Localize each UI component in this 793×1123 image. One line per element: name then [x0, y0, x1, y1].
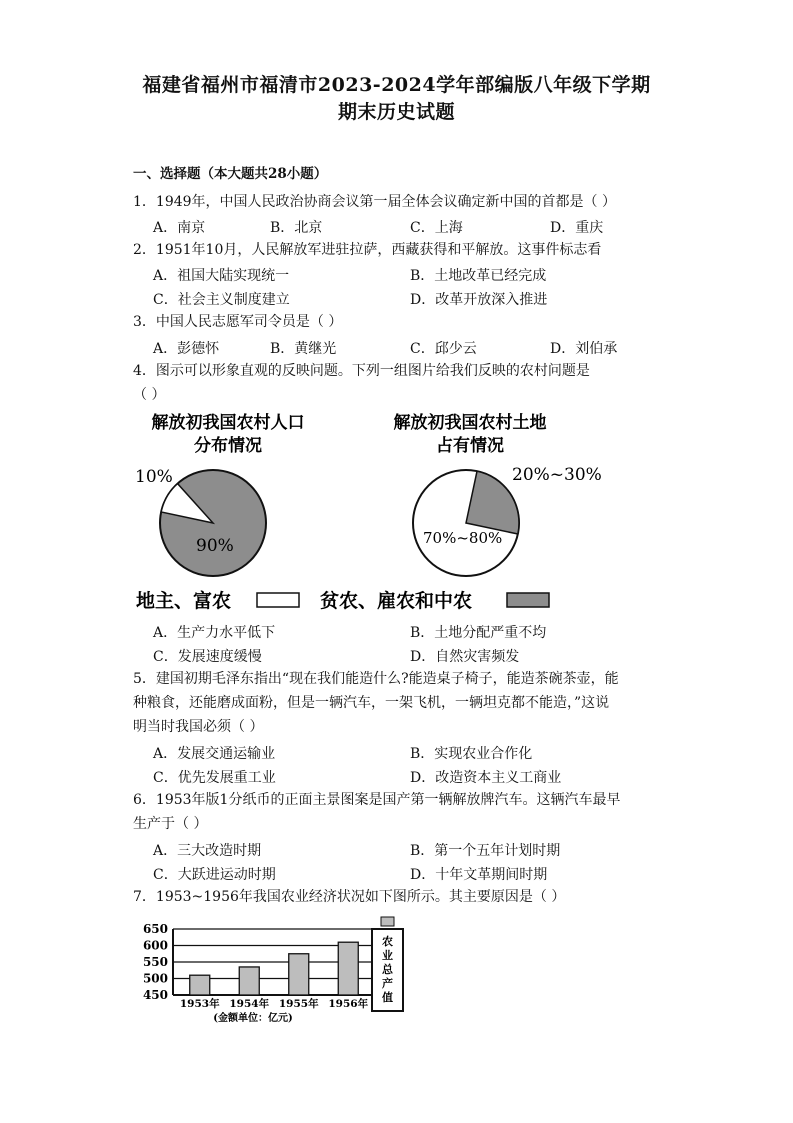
right-pie — [413, 470, 519, 576]
question-6-stem-line2: 生产于（ ） — [133, 816, 208, 832]
question-3-stem: 3．中国人民志愿军司令员是（ ） — [133, 314, 343, 330]
x-tick-label: 1955年 — [278, 998, 319, 1010]
bar — [190, 975, 210, 995]
q1-option-a: A．南京 — [153, 220, 206, 236]
question-5-stem-line1: 5．建国初期毛泽东指出“现在我们能造什么?能造桌子椅子，能造茶碗茶壶，能 — [133, 671, 619, 687]
left-pie-large-label: 90% — [196, 536, 234, 556]
q1-option-d: D．重庆 — [550, 220, 604, 236]
paper-title-line2: 期末历史试题 — [337, 101, 455, 123]
section-heading: 一、选择题（本大题共28小题） — [133, 166, 328, 182]
left-pie — [160, 470, 266, 576]
q6-option-b: B．第一个五年计划时期 — [410, 843, 561, 859]
legend-white-swatch — [257, 593, 299, 607]
q2-option-b: B．土地改革已经完成 — [410, 268, 547, 284]
q6-option-c: C．大跃进运动时期 — [153, 867, 276, 883]
right-pie-large-label: 70%~80% — [423, 529, 503, 547]
q5-option-d: D．改造资本主义工商业 — [410, 770, 562, 786]
legend-char: 总 — [382, 963, 393, 976]
q3-option-b: B．黄继光 — [270, 341, 337, 357]
pie-chart-figure — [130, 405, 602, 615]
q3-option-c: C．邱少云 — [410, 341, 477, 357]
y-tick-label: 600 — [142, 938, 168, 953]
legend-gray-label: 贫农、雇农和中农 — [320, 590, 473, 612]
legend-char: 农 — [382, 935, 393, 948]
q3-option-d: D．刘伯承 — [550, 341, 618, 357]
left-pie-title-2: 分布情况 — [194, 436, 262, 456]
bar-legend-swatch — [381, 917, 394, 926]
q3-option-a: A．彭德怀 — [153, 341, 220, 357]
x-tick-label: 1956年 — [328, 998, 369, 1010]
question-4-stem-line1: 4．图示可以形象直观的反映问题。下列一组图片给我们反映的农村问题是 — [133, 363, 590, 379]
legend-white-label: 地主、富农 — [136, 590, 232, 612]
bar-series — [190, 942, 359, 995]
bar — [338, 942, 358, 995]
question-5-stem-line2: 种粮食，还能磨成面粉，但是一辆汽车，一架飞机，一辆坦克都不能造，”这说 — [133, 695, 610, 711]
bar-unit-note: (金额单位：亿元) — [213, 1013, 293, 1024]
y-tick-label: 550 — [142, 955, 168, 969]
q6-option-d: D．十年文革期间时期 — [410, 867, 548, 883]
bar-y-ticks — [143, 922, 168, 1002]
bar-legend-label — [382, 934, 394, 1004]
question-5-stem-line3: 明当时我国必须（ ） — [133, 719, 264, 735]
x-tick-label: 1954年 — [229, 998, 270, 1010]
q4-option-b: B．土地分配严重不均 — [410, 625, 547, 641]
q5-option-a: A．发展交通运输业 — [153, 746, 276, 762]
q2-option-d: D．改革开放深入推进 — [410, 292, 548, 308]
question-4-stem-line2: （ ） — [133, 387, 166, 403]
legend-char: 产 — [382, 977, 393, 990]
q4-option-a: A．生产力水平低下 — [153, 625, 276, 641]
q5-option-b: B．实现农业合作化 — [410, 746, 533, 762]
q2-option-a: A．祖国大陆实现统一 — [153, 268, 290, 284]
q4-option-d: D．自然灾害频发 — [410, 649, 520, 665]
left-pie-small-label: 10% — [135, 467, 173, 487]
q1-option-b: B．北京 — [270, 220, 323, 236]
y-tick-label: 500 — [142, 971, 168, 986]
legend-char: 业 — [382, 949, 393, 962]
bar — [239, 967, 259, 995]
bar-x-ticks — [180, 997, 369, 1010]
question-1-stem: 1．1949年，中国人民政治协商会议第一届全体会议确定新中国的首都是（ ） — [133, 194, 616, 210]
bar — [289, 954, 309, 995]
q1-option-c: C．上海 — [410, 220, 463, 236]
legend-char: 值 — [382, 991, 393, 1004]
q6-option-a: A．三大改造时期 — [153, 843, 262, 859]
right-pie-title-1: 解放初我国农村土地 — [393, 413, 547, 433]
q4-option-c: C．发展速度缓慢 — [153, 649, 262, 665]
legend-gray-swatch — [507, 593, 549, 607]
bar-chart — [133, 915, 418, 1025]
y-tick-label: 650 — [142, 922, 168, 936]
question-6-stem-line1: 6．1953年版1分纸币的正面主景图案是国产第一辆解放牌汽车。这辆汽车最早 — [133, 792, 621, 808]
right-pie-title-2: 占有情况 — [436, 436, 504, 456]
paper-title-line1: 福建省福州市福清市2023-2024学年部编版八年级下学期 — [142, 74, 651, 96]
q2-option-c: C．社会主义制度建立 — [153, 292, 290, 308]
x-tick-label: 1953年 — [179, 998, 220, 1010]
y-tick-label: 450 — [142, 988, 168, 1002]
question-2-stem: 2．1951年10月，人民解放军进驻拉萨，西藏获得和平解放。这事件标志看 — [133, 242, 602, 258]
left-pie-title-1: 解放初我国农村人口 — [151, 413, 305, 433]
question-7-stem: 7．1953~1956年我国农业经济状况如下图所示。其主要原因是（ ） — [133, 889, 566, 905]
right-pie-small-label: 20%~30% — [512, 465, 602, 485]
q5-option-c: C．优先发展重工业 — [153, 770, 276, 786]
